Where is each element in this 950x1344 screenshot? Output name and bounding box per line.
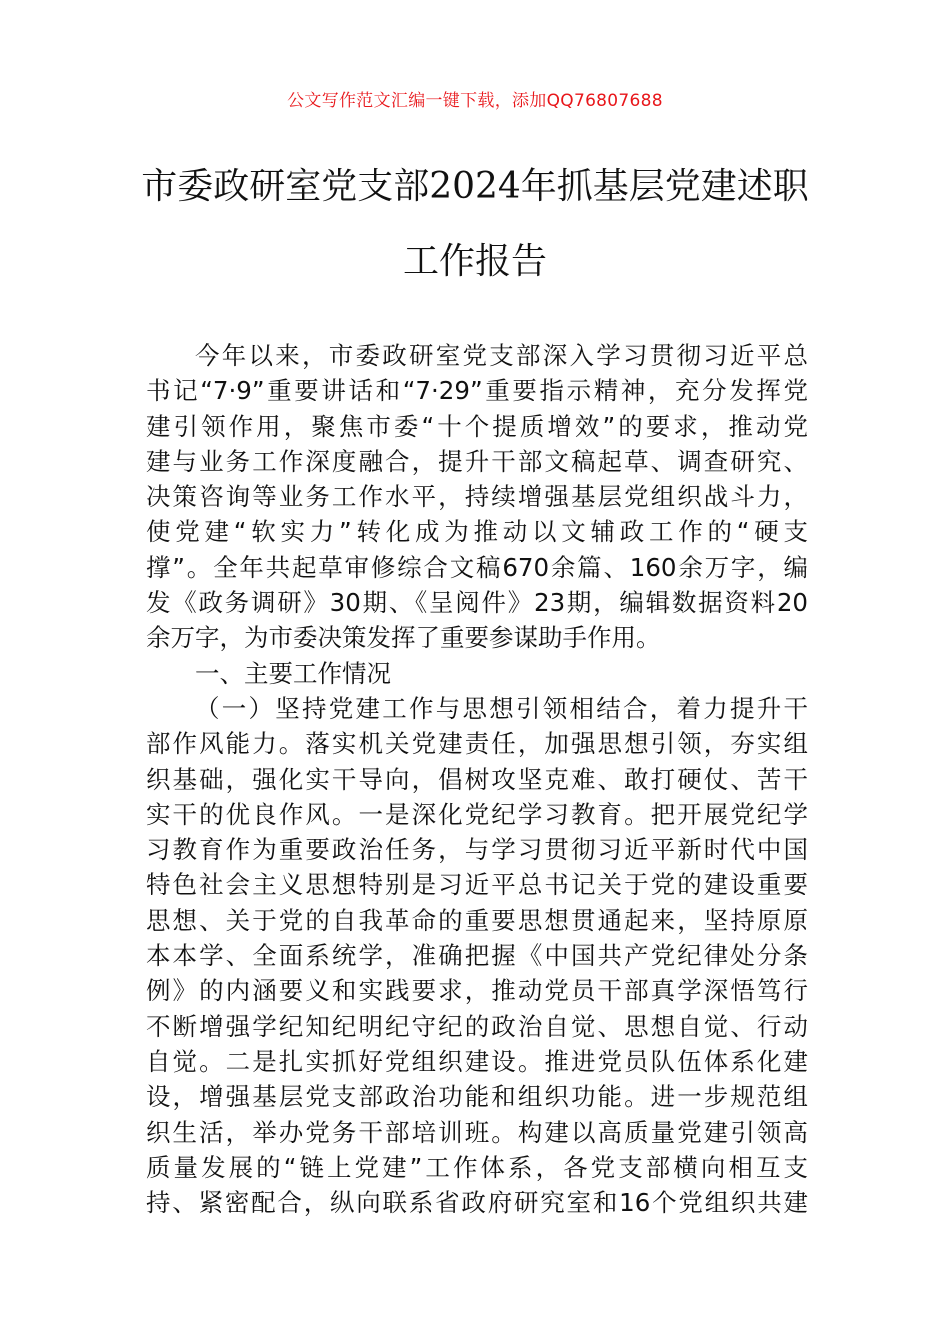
report-title-line-2: 工作报告 <box>402 241 547 282</box>
body-line: 建与业务工作深度融合，提升干部文稿起草、调查研究、 <box>146 446 808 476</box>
body-line: 决策咨询等业务工作水平，持续增强基层党组织战斗力， <box>146 482 808 512</box>
body-line: 书记“7·9”重要讲话和“7·29”重要指示精神，充分发挥党 <box>146 376 808 406</box>
download-notice: 公文写作范文汇编一键下载，添加QQ76807688 <box>287 91 663 111</box>
body-line: 部作风能力。落实机关党建责任，加强思想引领，夯实组 <box>146 729 808 759</box>
body-line: 例》的内涵要义和实践要求，推动党员干部真学深悟笃行 <box>146 976 808 1006</box>
subsection-heading-line: （一）坚持党建工作与思想引领相结合，着力提升干 <box>195 693 808 723</box>
body-line: 思想、关于党的自我革命的重要思想贯通起来，坚持原原 <box>146 905 808 935</box>
body-line: 织生活，举办党务干部培训班。构建以高质量党建引领高 <box>146 1117 808 1147</box>
body-line: 自觉。二是扎实抓好党组织建设。推进党员队伍体系化建 <box>146 1046 808 1076</box>
body-line: 织基础，强化实干导向，倡树攻坚克难、敢打硬仗、苦干 <box>146 764 808 794</box>
body-line: 设，增强基层党支部政治功能和组织功能。进一步规范组 <box>146 1082 808 1112</box>
report-title-line-1: 市委政研室党支部2024年抓基层党建述职 <box>141 166 809 207</box>
body-line: 发《政务调研》30期、《呈阅件》23期，编辑数据资料20 <box>146 588 808 618</box>
body-line: 持、紧密配合，纵向联系省政府研究室和16个党组织共建 <box>146 1188 808 1218</box>
body-line: 撑”。全年共起草审修综合文稿670余篇、160余万字，编 <box>146 552 808 582</box>
body-line: 习教育作为重要政治任务，与学习贯彻习近平新时代中国 <box>146 835 808 865</box>
body-line: 建引领作用，聚焦市委“十个提质增效”的要求，推动党 <box>146 411 808 441</box>
body-line: 今年以来，市委政研室党支部深入学习贯彻习近平总 <box>195 341 808 370</box>
section-heading: 一、主要工作情况 <box>195 658 391 688</box>
report-body <box>146 338 808 1220</box>
body-line: 本本学、全面系统学，准确把握《中国共产党纪律处分条 <box>146 941 808 971</box>
body-line: 特色社会主义思想特别是习近平总书记关于党的建设重要 <box>146 870 808 900</box>
body-line: 质量发展的“链上党建”工作体系，各党支部横向相互支 <box>146 1152 808 1182</box>
body-line: 使党建“软实力”转化成为推动以文辅政工作的“硬支 <box>146 517 808 547</box>
body-line: 不断增强学纪知纪明纪守纪的政治自觉、思想自觉、行动 <box>146 1011 808 1041</box>
body-line: 余万字，为市委决策发挥了重要参谋助手作用。 <box>146 623 661 653</box>
body-line: 实干的优良作风。一是深化党纪学习教育。把开展党纪学 <box>146 799 808 829</box>
